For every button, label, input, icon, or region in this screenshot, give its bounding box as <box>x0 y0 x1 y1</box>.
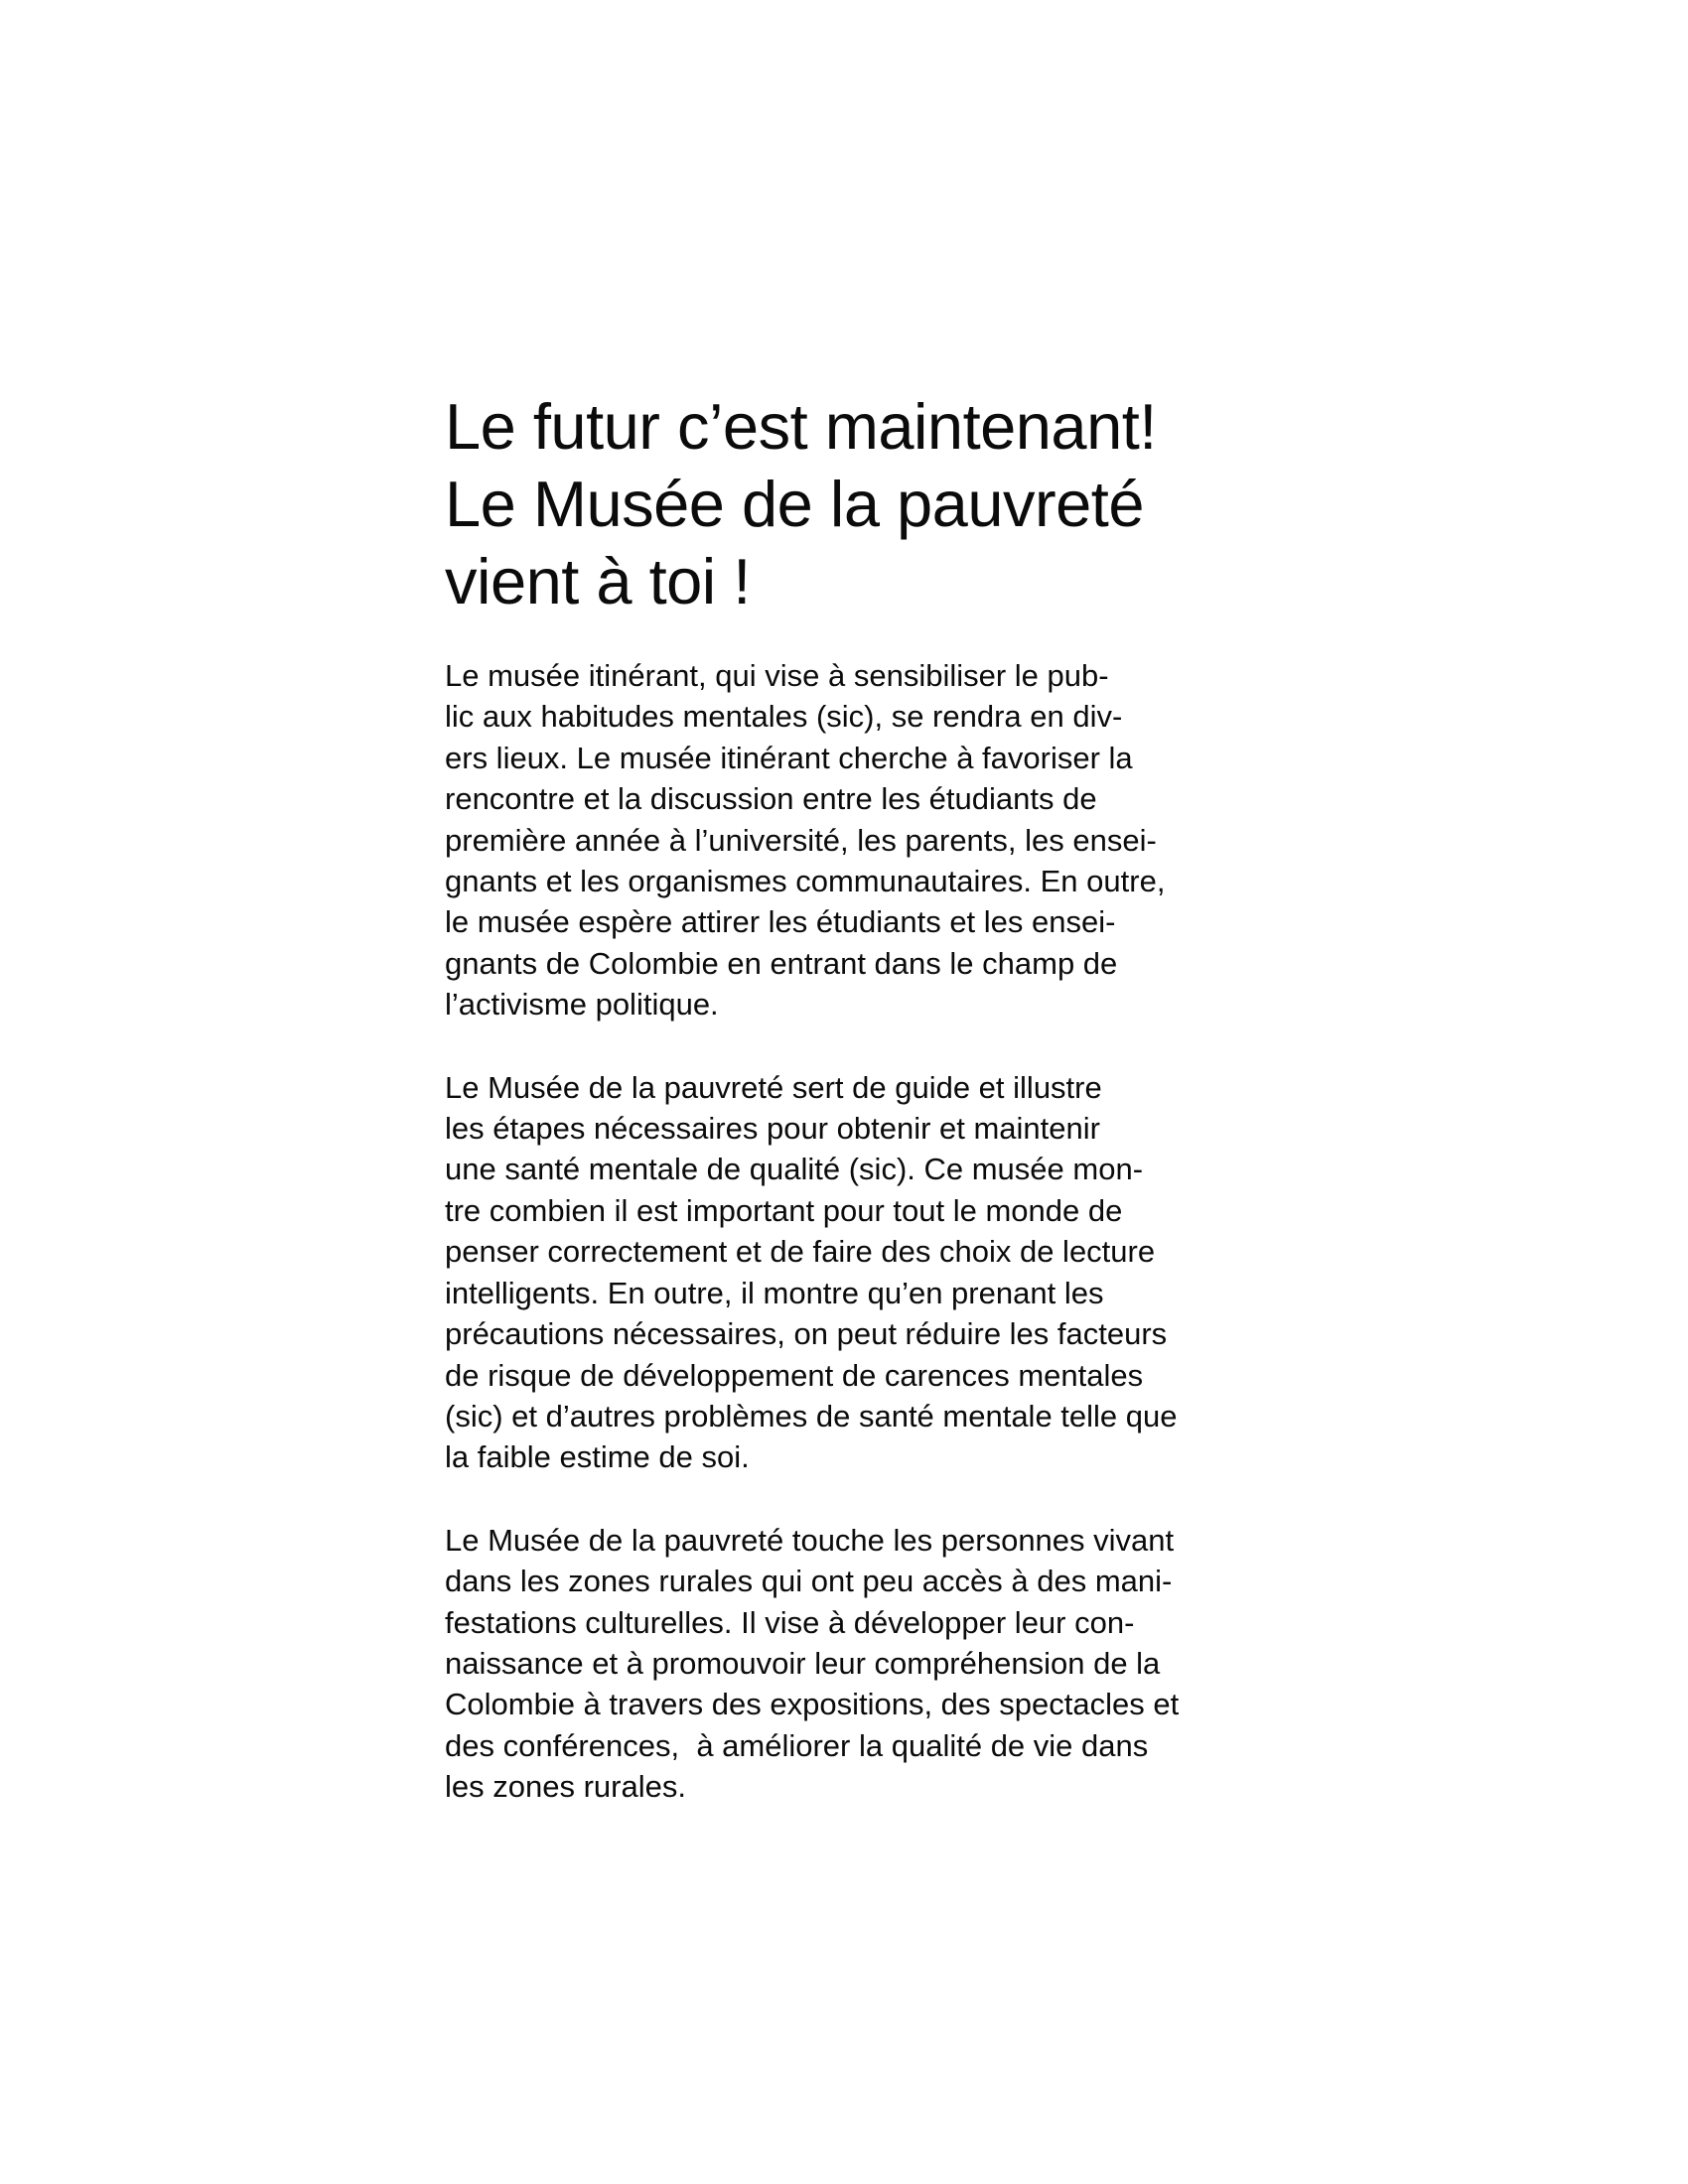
text-line: intelligents. En outre, il montre qu’en prenant les <box>445 1275 1104 1310</box>
text-line: Le musée itinérant, qui vise à sensibiliser le pub- <box>445 658 1109 693</box>
text-line: tre combien il est important pour tout le monde de <box>445 1192 1123 1228</box>
text-line: précautions nécessaires, on peut réduire les facteurs <box>445 1316 1168 1352</box>
text-line: l’activisme politique. <box>445 987 719 1023</box>
text-line: penser correctement et de faire des choix de lecture <box>445 1234 1156 1270</box>
text-line: première année à l’université, les parents, les ensei- <box>445 822 1157 858</box>
text-line: Colombie à travers des expositions, des spectacles et <box>445 1687 1180 1722</box>
text-line: gnants et les organismes communautaires. En outre, <box>445 864 1166 899</box>
text-line: les zones rurales. <box>445 1769 686 1805</box>
text-line: ers lieux. Le musée itinérant cherche à favoriser la <box>445 740 1133 775</box>
text-line: des conférences, à améliorer la qualité de vie dans <box>445 1727 1149 1763</box>
text-line: lic aux habitudes mentales (sic), se rendra en div- <box>445 699 1123 735</box>
text-line: le musée espère attirer les étudiants et les ensei- <box>445 904 1116 940</box>
text-line: une santé mentale de qualité (sic). Ce musée mon- <box>445 1152 1144 1187</box>
text-line: la faible estime de soi. <box>445 1439 750 1475</box>
text-line: de risque de développement de carences mentales <box>445 1357 1144 1393</box>
title-line: Le futur c’est maintenant! <box>445 390 1157 463</box>
title-line: vient à toi ! <box>445 545 751 617</box>
text-line: les étapes nécessaires pour obtenir et maintenir <box>445 1111 1100 1147</box>
text-line: (sic) et d’autres problèmes de santé mentale telle que <box>445 1398 1178 1433</box>
text-line: Le Musée de la pauvreté sert de guide et illustre <box>445 1069 1102 1105</box>
article <box>445 388 1438 1808</box>
text-line: gnants de Colombie en entrant dans le champ de <box>445 945 1118 981</box>
text-line: naissance et à promouvoir leur compréhension de la <box>445 1645 1161 1681</box>
title-line: Le Musée de la pauvreté <box>445 468 1144 540</box>
text-line: dans les zones rurales qui ont peu accès à des mani- <box>445 1564 1173 1599</box>
paragraph-2 <box>445 1067 1438 1478</box>
text-line: rencontre et la discussion entre les étudiants de <box>445 781 1097 817</box>
page-title <box>445 388 1438 620</box>
paragraph-3 <box>445 1520 1438 1808</box>
paragraph-1 <box>445 655 1438 1025</box>
text-line: festations culturelles. Il vise à développer leur con- <box>445 1604 1135 1640</box>
text-line: Le Musée de la pauvreté touche les personnes vivant <box>445 1522 1175 1558</box>
